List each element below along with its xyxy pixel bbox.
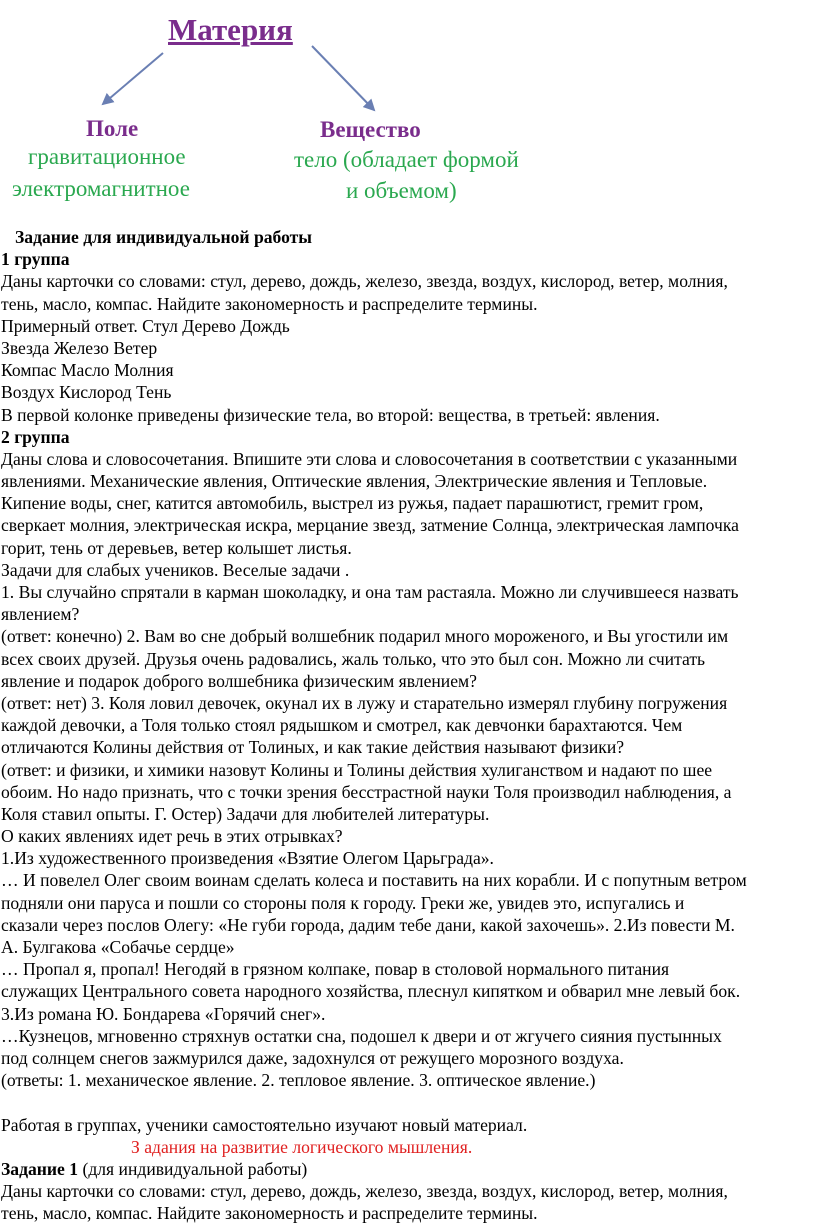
text-line	[1, 736, 816, 758]
substance-item-volume: и объемом)	[346, 178, 457, 203]
text-line	[1, 1069, 816, 1091]
line-text: Даны слова и словосочетания. Впишите эти слова и словосочетания в соответствии с указанными	[1, 448, 738, 469]
line-text: подняли они паруса и пошли со стороны поля к городу. Греки же, увидев это, испугались и	[1, 892, 685, 913]
line-text: … Пропал я, пропал! Негодяй в грязном колпаке, повар в столовой нормального питания	[1, 959, 670, 980]
arrow-to-field	[103, 53, 163, 104]
line-text: (ответы: 1. механическое явление. 2. тепловое явление. 3. оптическое явление.)	[1, 1070, 596, 1091]
text-line	[1, 1180, 816, 1202]
text-line	[1, 892, 816, 914]
text-line	[1, 869, 816, 891]
line-text: Звезда Железо Ветер	[1, 337, 158, 358]
line-text: Коля ставил опыты. Г. Остер) Задачи для любителей литературы.	[1, 803, 490, 824]
text-line	[1, 248, 816, 270]
line-text: Даны карточки со словами: стул, дерево, дождь, железо, звезда, воздух, кислород, ветер, молния,	[1, 271, 728, 292]
line-text: Воздух Кислород Тень	[1, 382, 172, 403]
line-text: 3.Из романа Ю. Бондарева «Горячий снег».	[1, 1003, 326, 1024]
text-line	[1, 293, 816, 315]
bold-text: Задание для индивидуальной работы	[15, 227, 313, 247]
text-line	[1, 1158, 816, 1180]
text-line	[1, 514, 816, 536]
line-text: тень, масло, компас. Найдите закономерность и распределите термины.	[1, 293, 538, 314]
line-text: каждой девочки, а Толя только стоял рядышком и смотрел, как девчонки барахтаются. Чем	[1, 715, 683, 736]
document-body	[1, 226, 816, 1224]
text-line	[1, 803, 816, 825]
text-line	[1, 381, 816, 403]
text-line	[1, 936, 816, 958]
line-text: явление и подарок доброго волшебника физическим явлением?	[1, 670, 477, 691]
text-line	[1, 670, 816, 692]
line-text: (ответ: конечно) 2. Вам во сне добрый волшебник подарил много мороженого, и Вы угостили им	[1, 626, 729, 647]
bold-text: Задание 1	[1, 1158, 79, 1179]
text-line	[1, 1025, 816, 1047]
text-line	[1, 1202, 816, 1224]
text-line	[1, 492, 816, 514]
line-text: Работая в группах, ученики самостоятельно изучают новый материал.	[1, 1114, 528, 1135]
field-item-gravitational: гравитационное	[28, 144, 186, 169]
line-text: О каких явлениях идет речь в этих отрывках?	[1, 826, 343, 847]
line-text: явлениями. Механические явления, Оптические явления, Электрические явления и Тепловые.	[1, 471, 708, 492]
line-text: Кипение воды, снег, катится автомобиль, выстрел из ружья, падает парашютист, гремит гром,	[1, 493, 704, 514]
line-text: (ответ: нет) 3. Коля ловил девочек, окунал их в лужу и старательно измерял глубину погружения	[1, 692, 728, 713]
field-heading: Поле	[86, 116, 139, 141]
text-line	[1, 404, 816, 426]
text-line	[1, 648, 816, 670]
line-text: Компас Масло Молния	[1, 360, 174, 381]
text-line	[1, 470, 816, 492]
line-text: 1. Вы случайно спрятали в карман шоколадку, и она там растаяла. Можно ли случившееся назвать	[1, 582, 739, 602]
text-line	[1, 914, 816, 936]
arrow-to-substance	[312, 46, 374, 110]
line-text: Примерный ответ. Стул Дерево Дождь	[1, 315, 290, 336]
line-text: сверкает молния, электрическая искра, мерцание звезд, затмение Солнца, электрическая лампочка	[1, 515, 739, 536]
text-line	[1, 537, 816, 559]
text-line	[1, 781, 816, 803]
text-line	[1, 315, 816, 337]
text-line	[1, 359, 816, 381]
text-line	[1, 1136, 816, 1158]
text-line	[1, 847, 816, 869]
line-text: тень, масло, компас. Найдите закономерность и распределите термины.	[1, 1203, 538, 1224]
line-text: обоим. Но надо признать, что с точки зрения бесстрастной науки Толя производил наблюдения, а	[1, 781, 732, 802]
line-text: Даны карточки со словами: стул, дерево, дождь, железо, звезда, воздух, кислород, ветер, молния,	[1, 1181, 728, 1202]
line-text: явлением?	[1, 604, 80, 625]
text-line	[1, 426, 816, 448]
text-line	[1, 603, 816, 625]
line-text: (ответ: и физики, и химики назовут Колины и Толины действия хулиганством и надают по шее	[1, 759, 713, 780]
text-line	[1, 1114, 816, 1136]
line-text: служащих Центрального совета народного хозяйства, плеснул кипятком и обварил мне левый бок.	[1, 981, 741, 1002]
bold-text: 1 группа	[1, 249, 70, 270]
text-line	[1, 270, 816, 292]
text-line	[1, 337, 816, 359]
text-line	[1, 226, 816, 248]
diagram-title: Материя	[168, 12, 293, 47]
text-line	[1, 581, 816, 603]
text-line	[1, 759, 816, 781]
line-text: 1.Из художественного произведения «Взятие Олегом Царьграда».	[1, 848, 494, 869]
text-line	[1, 1003, 816, 1025]
text-line	[1, 958, 816, 980]
text-line	[1, 1047, 816, 1069]
text-line	[1, 980, 816, 1002]
line-text: отличаются Колины действия от Толиных, и как такие действия называют физики?	[1, 737, 625, 758]
text-line	[1, 714, 816, 736]
bold-text: 2 группа	[1, 426, 70, 447]
red-heading: З адания на развитие логического мышления.	[131, 1136, 473, 1157]
text-line	[1, 825, 816, 847]
line-text: А. Булгакова «Собачье сердце»	[1, 937, 235, 957]
line-text: … И повелел Олег своим воинам сделать колеса и поставить на них корабли. И с попутным ветром	[1, 870, 747, 891]
text-line	[1, 448, 816, 470]
text-line	[1, 625, 816, 647]
text-line	[1, 692, 816, 714]
line-text: под солнцем снегов зажмурился даже, задохнулся от режущего морозного воздуха.	[1, 1047, 624, 1068]
text-line	[1, 559, 816, 581]
line-text: горит, тень от деревьев, ветер колышет листья.	[1, 537, 352, 558]
substance-heading: Вещество	[320, 117, 421, 142]
line-text: сказали через послов Олегу: «Не губи города, дадим тебе дани, какой захочешь». 2.Из повести М.	[1, 914, 735, 935]
substance-item-body: тело (обладает формой	[294, 147, 519, 172]
line-text: …Кузнецов, мгновенно стряхнув остатки сна, подошел к двери и от жгучего сияния пустынных	[1, 1025, 722, 1046]
line-suffix: (для индивидуальной работы)	[78, 1158, 308, 1179]
blank-line	[1, 1091, 816, 1113]
line-text: всех своих друзей. Друзья очень радовались, жаль только, что это был сон. Можно ли считать	[1, 648, 706, 669]
line-text: В первой колонке приведены физические тела, во второй: вещества, в третьей: явления.	[1, 404, 660, 425]
field-item-electromagnetic: электромагнитное	[12, 176, 190, 201]
line-text: Задачи для слабых учеников. Веселые задачи .	[1, 559, 350, 580]
